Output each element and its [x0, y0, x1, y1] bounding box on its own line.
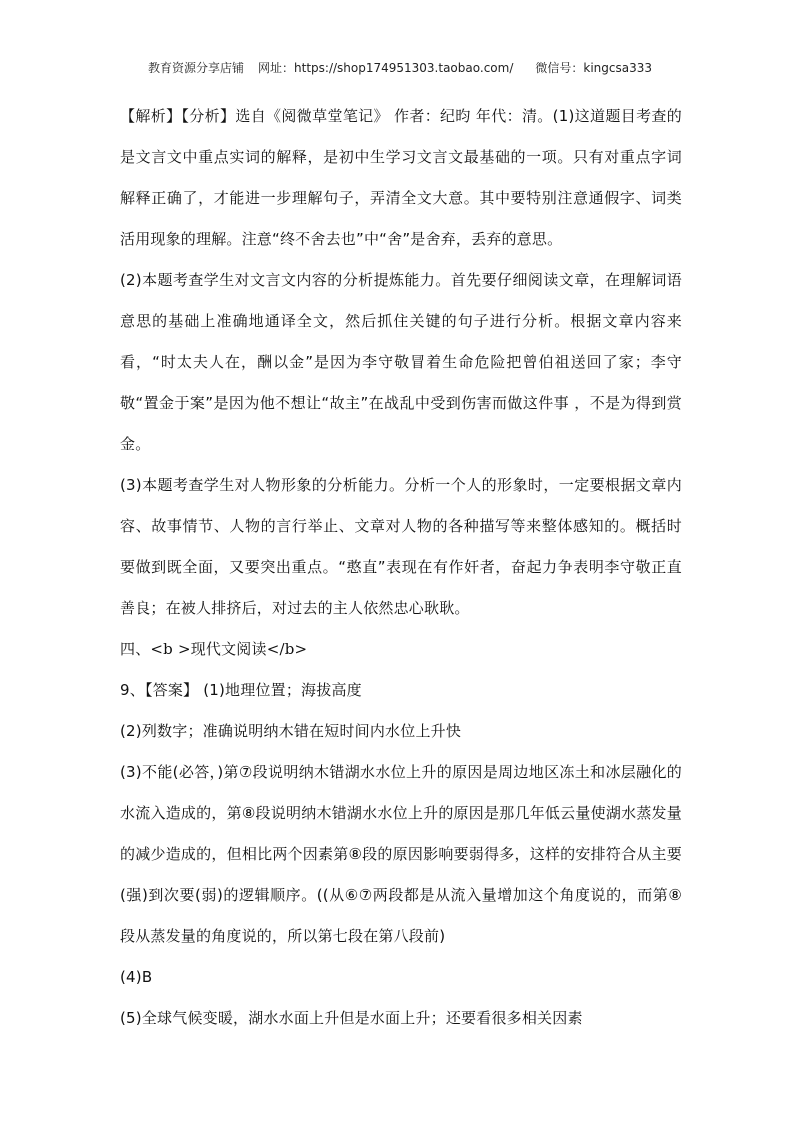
section-heading: 四、<b >现代文阅读</b> — [120, 640, 308, 658]
header-url: 网址：https://shop174951303.taobao.com/ — [258, 61, 514, 75]
answer-line-1: 9、【答案】 (1)地理位置；海拔高度 — [120, 681, 362, 699]
analysis-paragraph-1: 【解析】【分析】选自《阅微草堂笔记》 作者：纪昀 年代：清。(1)这道题目考查的是文言文中重点实词的解释，是初中生学习文言文最基础的一项。只有对重点字词解释正确了，才能进一步理解句子，弄清全文大意。其中要特别注意通假字、词类活用现象的理解。注意“终不舍去也”中“舍”是舍弃，丢弃的意思。 — [120, 107, 682, 248]
analysis-paragraph-2: (2)本题考查学生对文言文内容的分析提炼能力。首先要仔细阅读文章，在理解词语意思的基础上准确地通译全文，然后抓住关键的句子进行分析。根据文章内容来看，“时太夫人在，酬以金”是因为李守敬冒着生命危险把曾伯祖送回了家；李守敬“置金于案”是因为他不想让“故主”在战乱中受到伤害而做这件事 ，不是为得到赏金。 — [120, 271, 682, 453]
header-wechat: 微信号：kingcsa333 — [535, 61, 652, 75]
header-shop: 教育资源分享店铺 — [148, 61, 245, 75]
answer-line-5: (5)全球气候变暖，湖水水面上升但是水面上升；还要看很多相关因素 — [120, 1009, 583, 1027]
answer-line-4: (4)B — [120, 968, 153, 986]
answer-line-2: (2)列数字；准确说明纳木错在短时间内水位上升快 — [120, 722, 462, 740]
page-header — [0, 59, 800, 76]
document-body — [120, 96, 682, 1039]
analysis-paragraph-3: (3)本题考查学生对人物形象的分析能力。分析一个人的形象时，一定要根据文章内容、故事情节、人物的言行举止、文章对人物的各种描写等来整体感知的。概括时要做到既全面，又要突出重点。“憨直”表现在有作奸者，奋起力争表明李守敬正直善良；在被人排挤后，对过去的主人依然忠心耿耿。 — [120, 476, 682, 617]
answer-line-3: (3)不能(必答，)第⑦段说明纳木错湖水水位上升的原因是周边地区冻土和冰层融化的水流入造成的，第⑧段说明纳木错湖水水位上升的原因是那几年低云量使湖水蒸发量的减少造成的，但相比两个因素第⑧段的原因影响要弱得多，这样的安排符合从主要(强)到次要(弱)的逻辑顺序。((从⑥⑦两段都是从流入量增加这个角度说的，而第⑧段从蒸发量的角度说的，所以第七段在第八段前) — [120, 763, 682, 945]
